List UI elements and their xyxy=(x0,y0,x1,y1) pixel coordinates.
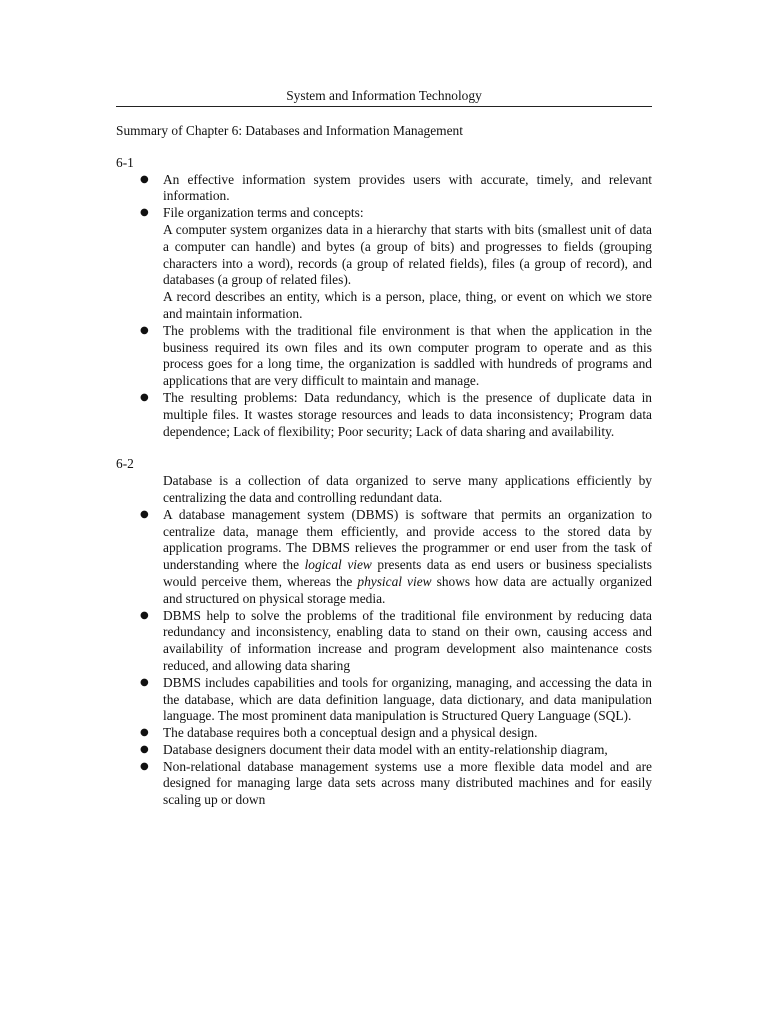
list-item-text: The resulting problems: Data redundancy, which is the presence of duplicate data in multiple files. It wastes storage resources and leads to data inconsistency; Program data dependence; Lack of flexibility; Poor security; Lack of data sharing and availability. xyxy=(163,389,652,439)
list-item xyxy=(116,205,652,323)
list-item-text: An effective information system provides users with accurate, timely, and relevant information. xyxy=(163,171,652,204)
list-item-text: DBMS includes capabilities and tools for organizing, managing, and accessing the data in the database, which are data definition language, data dictionary, and data manipulation language. The most prominent data manipulation is Structured Query Language (SQL). xyxy=(163,674,652,724)
list-item xyxy=(116,390,652,440)
bullet-list xyxy=(116,172,652,441)
header-rule xyxy=(116,106,652,107)
chapter-title: Summary of Chapter 6: Databases and Information Management xyxy=(116,123,463,138)
physical-view-term: physical view xyxy=(357,573,432,589)
bullet-icon: ● xyxy=(140,727,149,739)
bullet-icon: ● xyxy=(140,508,149,520)
section-6-2 xyxy=(116,456,652,809)
list-item xyxy=(116,742,652,759)
bullet-icon: ● xyxy=(140,391,149,403)
list-item-title: File organization terms and concepts: xyxy=(163,205,364,221)
bullet-icon: ● xyxy=(140,760,149,772)
list-item-text: presents data as end users or business specialists would perceive them, whereas the xyxy=(163,557,652,589)
bullet-icon: ● xyxy=(140,609,149,621)
list-item xyxy=(116,507,652,608)
list-item xyxy=(116,759,652,809)
list-item xyxy=(116,725,652,742)
running-header: System and Information Technology xyxy=(286,88,482,103)
list-item xyxy=(116,323,652,390)
list-item-text: The database requires both a conceptual design and a physical design. xyxy=(163,725,538,741)
section-label: 6-2 xyxy=(116,456,134,472)
bullet-icon: ● xyxy=(140,676,149,688)
list-item-text: shows how data are actually organized and structured on physical storage media. xyxy=(163,573,652,606)
section-label: 6-1 xyxy=(116,154,134,170)
section-6-1 xyxy=(116,155,652,441)
bullet-icon: ● xyxy=(140,743,149,755)
list-item xyxy=(116,675,652,725)
logical-view-term: logical view xyxy=(304,557,372,573)
bullet-list xyxy=(116,507,652,809)
list-item-text: DBMS help to solve the problems of the traditional file environment by reducing data redundancy and inconsistency, enabling data to stand on their own, causing access and availability of information increase and program development also maintenance costs reduced, and allowing data sharing xyxy=(163,607,652,673)
section-intro: Database is a collection of data organized to serve many applications efficiently by centralizing the data and controlling redundant data. xyxy=(163,473,652,505)
list-item xyxy=(116,172,652,206)
list-item-text: Non-relational database management systems use a more flexible data model and are designed for managing large data sets across many distributed machines and for easily scaling up or down xyxy=(163,758,652,808)
list-item xyxy=(116,608,652,675)
list-item-text: The problems with the traditional file environment is that when the application in the business required its own files and its own computer program to operate and as this process goes for a long time, the organization is saddled with hundreds of programs and applications that are very difficult to maintain and manage. xyxy=(163,322,652,389)
document-body xyxy=(116,123,652,825)
bullet-icon: ● xyxy=(140,173,149,185)
bullet-icon: ● xyxy=(140,207,149,219)
list-item-paragraph: A computer system organizes data in a hierarchy that starts with bits (smallest unit of data a computer can handle) and bytes (a group of bits) and progresses to fields (grouping characters into a word), records (a group of related fields), files (a group of record), and databases (a group of related files). xyxy=(163,221,652,288)
list-item-text: Database designers document their data model with an entity-relationship diagram, xyxy=(163,741,608,757)
list-item-paragraph: A record describes an entity, which is a person, place, thing, or event on which we store and maintain information. xyxy=(163,289,652,321)
list-item-text: A database management system (DBMS) is software that permits an organization to centralize data, manage them efficiently, and provide access to the stored data by application programs. The DBMS relieves the programmer or end user from the task of understanding where the xyxy=(163,506,652,573)
bullet-icon: ● xyxy=(140,324,149,336)
